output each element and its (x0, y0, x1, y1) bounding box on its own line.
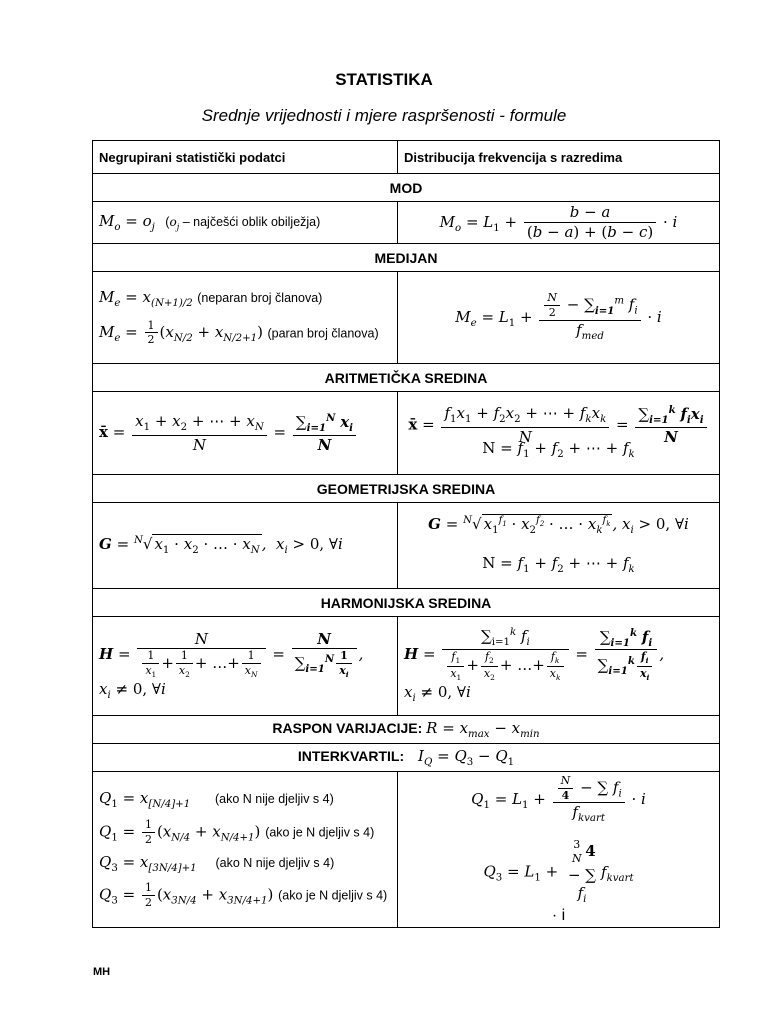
range-label: RASPON VARIJACIJE: (272, 720, 423, 736)
document-subtitle: Srednje vrijednosti i mjere raspršenosti - formule (201, 106, 567, 125)
arith-grouped-cell: x̄ = $\frac{f_1x_1 + f_2x_2 + \cdots + f_kx_k}{N}$ = $\frac{\sum_{i=1}^k f_ix_i}{N}$ $N = f_1 + f_2$ + ⋯ + $f_k$ (398, 392, 720, 475)
mod-grouped-cell (398, 202, 720, 244)
geom-ungrouped-cell (93, 503, 398, 589)
section-geometric: GEOMETRIJSKA SREDINA (93, 475, 720, 503)
harm-grouped-cell: H = $\sum_{i=1}^k$ $f_i$ $\frac{f_1}{x_1}$ + $\frac{f_2}{x_2}$ + …+ $\frac{f_k}{x_k}$ = $\sum_{i=1}^k$ $f_i$ $\sum_{i=1}^k$ $\frac{f_i}{x_i}$ , $x_i \ne 0$, ∀i (398, 617, 720, 716)
median-grouped-formula: $M_e = L_1$ + $\frac{N}{2}$ − $\sum_{i=1}^m$ $f_i$ $f_{med}$ · i (455, 291, 662, 342)
section-harmonic: HARMONIJSKA SREDINA (93, 589, 720, 617)
section-arithmetic: ARITMETIČKA SREDINA (93, 364, 720, 392)
quartile-ungrouped-cell: $Q_1 = x_{[N/4]+1}$ (ako N nije djeljiv s 4) $Q_1$ = $\frac{1}{2}$ $(x_{N/4} + x_{N/4+1})$ (ako je N djeljiv s 4) $Q_3 = x_{[3N/4]+1}$ (ako N nije djeljiv s 4) $Q_3$ = $\frac{1}{2}$ $(x_{3N/4} + x_{3N/4+1})$ (ako je N djeljiv s 4) (93, 772, 398, 928)
formula-table (92, 140, 720, 928)
iqr-label: INTERKVARTIL: (297, 748, 405, 764)
mod-formula: $M_o = o_j$ (99, 212, 155, 233)
geom-grouped-cell: G = $^N$√ $x_1^{f_1} \cdot x_2^{f_2}$ · … · $x_k^{f_k}$ , $x_i > 0$, ∀i $N = f_1 + f_2$ + ⋯ + $f_k$ (398, 503, 720, 589)
harm-ungrouped-cell: H = N $\frac{1}{x_1}$ + $\frac{1}{x_2}$ + …+ $\frac{1}{x_N}$ = N $\sum_{i=1}^N$ $\frac{1}{x_i}$ , $x_i \ne 0$, ∀i (93, 617, 398, 716)
column-header-grouped: Distribucija frekvencija s razredima (398, 141, 720, 174)
median-ungrouped-cell: $M_e = x_{(N+1)/2}$ (neparan broj članova) $M_e$ = $\frac{1}{2}$ $(x_{N/2} + x_{N/2+1})$ (paran broj članova) (93, 272, 398, 364)
column-header-ungrouped: Negrupirani statistički podatci (93, 141, 398, 174)
arith-formula: x̄ = $\frac{x_1 + x_2 + \cdots + x_N}{N}$ = $\frac{\sum_{i=1}^N x_i}{N}$ (99, 423, 358, 441)
document-title: STATISTIKA (335, 70, 433, 89)
q3-even-note: (ako je N djeljiv s 4) (278, 888, 388, 903)
q1-even-note: (ako je N djeljiv s 4) (265, 825, 375, 840)
arith-ungrouped-cell (93, 392, 398, 475)
iqr-formula: $I_Q = Q_3 - Q_1$ (418, 747, 515, 768)
q1-odd-note: (ako N nije djeljiv s 4) (214, 792, 334, 807)
section-mod: MOD (93, 174, 720, 202)
footer-initials: MH (93, 966, 111, 978)
median-odd-note: (neparan broj članova) (197, 290, 323, 305)
mod-grouped-formula: $M_o = L_1$ + $\frac{b - a}{(b - a) + (b - c)}$ · i (439, 203, 678, 241)
median-even-note: (paran broj članova) (267, 325, 379, 340)
iqr-row (93, 744, 720, 772)
quartile-grouped-cell: $Q_1 = L_1$ + $\frac{N}{4}$ − ∑ $f_i$ $f_{kvart}$ · i $Q_3 = L_1$ + 3 N 4 − ∑ $f_if_{kvart}$ · i (398, 772, 720, 928)
range-formula: $R = x_{max} - x_{min}$ (426, 719, 540, 740)
section-median: MEDIJAN (93, 244, 720, 272)
q3-odd-note: (ako N nije djeljiv s 4) (215, 855, 335, 870)
median-grouped-cell (398, 272, 720, 364)
mod-ungrouped-cell: $M_o = o_j$ ($o_j$ – najčešći oblik obilježja) (93, 202, 398, 244)
geom-formula: G = $^N$√ $x_1 \cdot x_2$ · … · $x_N$ , $x_i > 0$, ∀i (99, 535, 343, 556)
range-row (93, 716, 720, 744)
mod-note: – najčešći oblik obilježja) (182, 215, 321, 229)
